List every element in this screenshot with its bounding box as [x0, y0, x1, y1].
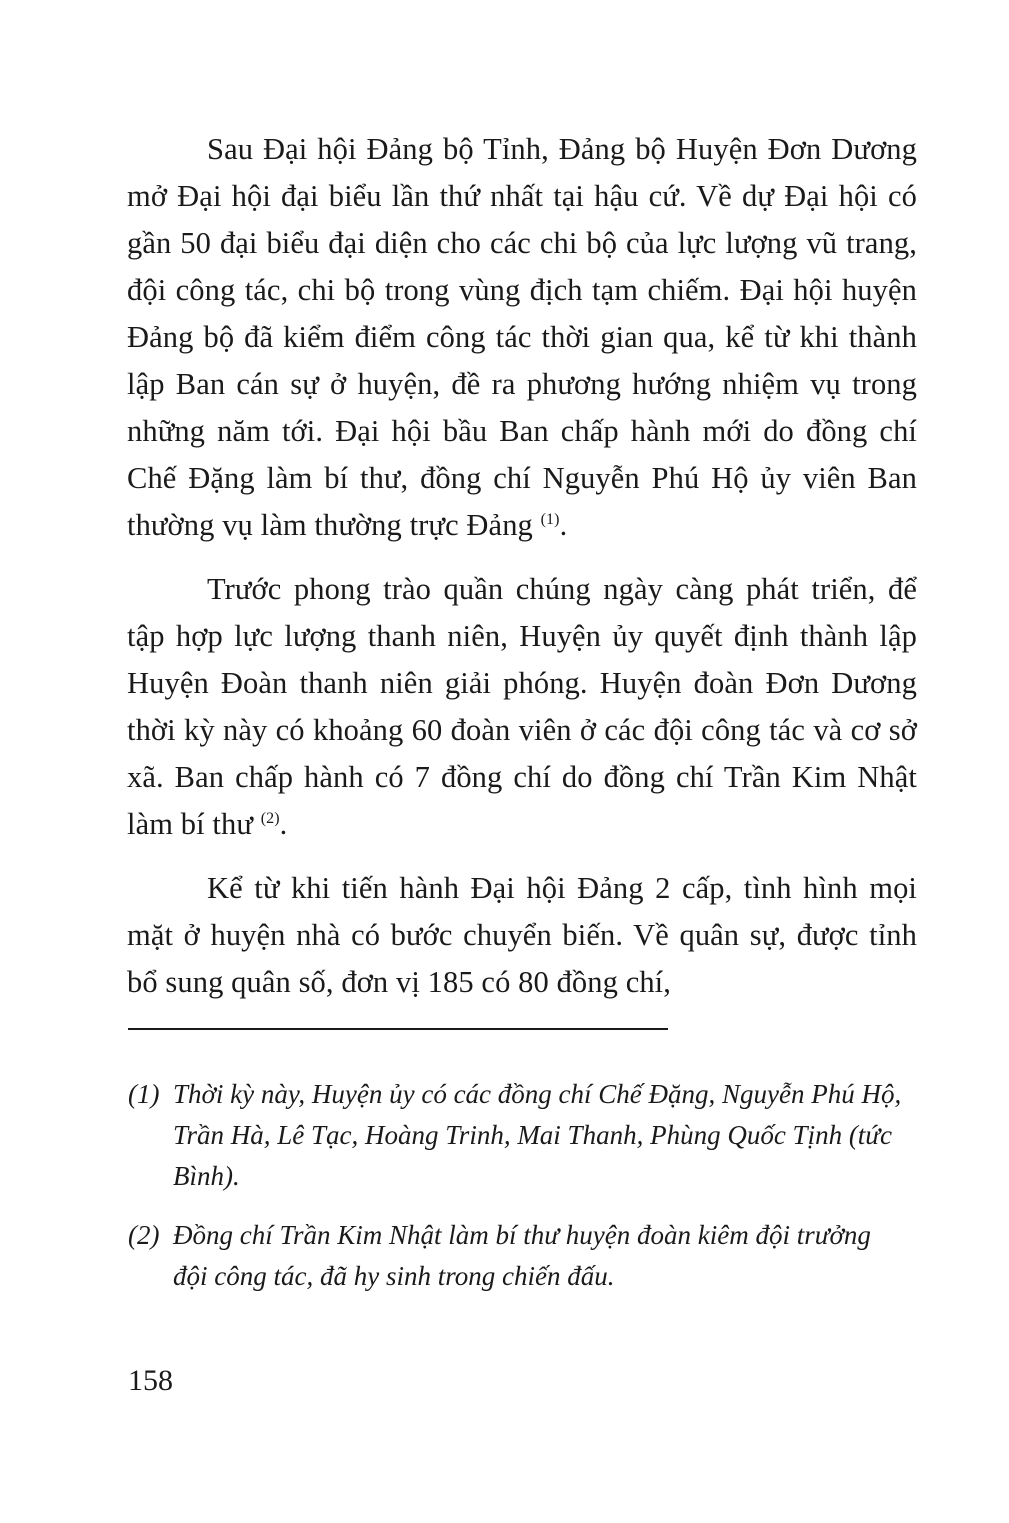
page-number: 158 [128, 1364, 173, 1397]
footnote-1-text: Thời kỳ này, Huyện ủy có các đồng chí Chế Đặng, Nguyễn Phú Hộ, Trần Hà, Lê Tạc, Hoàng Trinh, Mai Thanh, Phùng Quốc Tịnh (tức Bình). [173, 1079, 902, 1191]
footnote-2 [128, 1215, 908, 1297]
paragraph-1-tail: . [559, 508, 568, 542]
paragraph-2-text: Trước phong trào quần chúng ngày càng phát triển, để tập hợp lực lượng thanh niên, Huyện ủy quyết định thành lập Huyện Đoàn thanh niên giải phóng. Huyện đoàn Đơn Dương thời kỳ này có khoảng 60 đoàn viên ở các đội công tác và cơ sở xã. Ban chấp hành có 7 đồng chí do đồng chí Trần Kim Nhật làm bí thư [127, 572, 917, 841]
footnote-1 [128, 1074, 908, 1197]
paragraph-3-text: Kể từ khi tiến hành Đại hội Đảng 2 cấp, tình hình mọi mặt ở huyện nhà có bước chuyển biến. Về quân sự, được tỉnh bổ sung quân số, đơn vị 185 có 80 đồng chí, [127, 871, 917, 999]
footnote-ref-2[interactable]: (2) [260, 809, 280, 827]
paragraph-1-text: Sau Đại hội Đảng bộ Tỉnh, Đảng bộ Huyện Đơn Dương mở Đại hội đại biểu lần thứ nhất tại hậu cứ. Về dự Đại hội có gần 50 đại biểu đại diện cho các chi bộ của lực lượng vũ trang, đội công tác, chi bộ trong vùng địch tạm chiếm. Đại hội huyện Đảng bộ đã kiểm điểm công tác thời gian qua, kể từ khi thành lập Ban cán sự ở huyện, đề ra phương hướng nhiệm vụ trong những năm tới. Đại hội bầu Ban chấp hành mới do đồng chí Chế Đặng làm bí thư, đồng chí Nguyễn Phú Hộ ủy viên Ban thường vụ làm thường trực Đảng [127, 132, 917, 542]
footnote-1-mark: (1) [128, 1079, 160, 1109]
paragraph-2-tail: . [279, 807, 288, 841]
footnote-divider [128, 1028, 668, 1030]
footnote-2-mark: (2) [128, 1220, 160, 1250]
paragraph-2 [127, 566, 917, 848]
paragraph-1 [127, 126, 917, 549]
footnote-2-text: Đồng chí Trần Kim Nhật làm bí thư huyện đoàn kiêm đội trưởng đội công tác, đã hy sinh trong chiến đấu. [173, 1220, 871, 1291]
footnote-ref-1[interactable]: (1) [540, 510, 560, 528]
footnotes [128, 1074, 908, 1315]
body-text [127, 126, 917, 1023]
paragraph-3 [127, 865, 917, 1006]
